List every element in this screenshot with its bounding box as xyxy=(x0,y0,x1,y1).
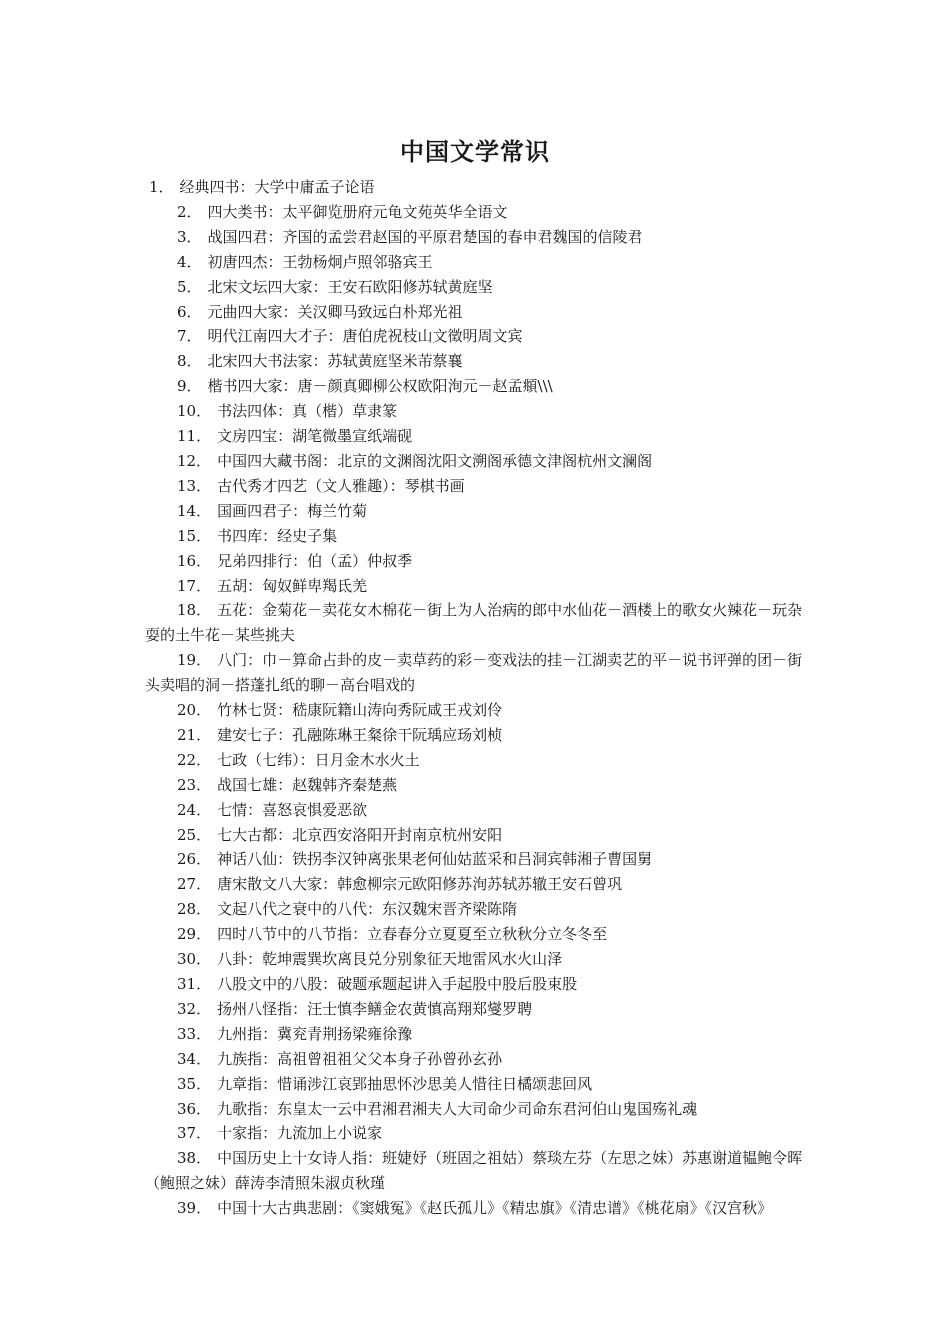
item-number: 3． xyxy=(177,227,202,246)
item-text: 国画四君子：梅兰竹菊 xyxy=(217,501,368,520)
item-text: 七情：喜怒哀惧爱恶欲 xyxy=(217,800,368,819)
item-text: 五胡：匈奴鲜卑羯氐羌 xyxy=(217,576,368,595)
item-number: 26． xyxy=(177,850,212,869)
item-number: 28． xyxy=(177,900,212,919)
item-text: 竹林七贤：嵇康阮籍山涛向秀阮咸王戎刘伶 xyxy=(217,701,503,720)
item-text: 中国四大藏书阁：北京的文渊阁沈阳文溯阁承德文津阁杭州文澜阁 xyxy=(217,451,653,470)
item-text: 八门：巾－算命占卦的皮－卖草药的彩－变戏法的挂－江湖卖艺的平－说书评弹的团－街头卖唱的洞－搭蓬扎纸的聊－高台唱戏的 xyxy=(145,651,803,695)
item-number: 36． xyxy=(177,1099,212,1118)
item-number: 33． xyxy=(177,1024,212,1043)
item-number: 19． xyxy=(177,651,212,670)
list-item xyxy=(145,225,810,250)
item-text: 七大古都：北京西安洛阳开封南京杭州安阳 xyxy=(217,825,503,844)
list-item xyxy=(145,250,810,275)
page-title: 中国文学常识 xyxy=(400,137,550,166)
list-item xyxy=(145,524,810,549)
list-item xyxy=(145,449,810,474)
item-number: 2． xyxy=(177,202,202,221)
list-item xyxy=(145,549,810,574)
item-number: 38． xyxy=(177,1149,212,1168)
item-text: 古代秀才四艺（文人雅趣）：琴棋书画 xyxy=(217,476,465,495)
item-number: 17． xyxy=(177,576,212,595)
item-text: 经典四书：大学中庸孟子论语 xyxy=(179,178,375,196)
item-number: 20． xyxy=(177,701,212,720)
item-text: 兄弟四排行：伯（孟）仲叔季 xyxy=(217,551,413,570)
item-number: 10． xyxy=(177,402,212,421)
list-item xyxy=(145,349,810,374)
list-item xyxy=(145,374,810,399)
item-number: 8． xyxy=(177,352,202,371)
item-number: 27． xyxy=(177,875,212,894)
item-text: 唐宋散文八大家：韩愈柳宗元欧阳修苏洵苏轼苏辙王安石曾巩 xyxy=(217,875,623,894)
list-item xyxy=(145,723,810,748)
item-text: 八股文中的八股：破题承题起讲入手起股中股后股束股 xyxy=(217,975,578,993)
list-item xyxy=(145,897,810,922)
item-text: 书四库：经史子集 xyxy=(217,526,338,545)
list-item xyxy=(145,324,810,349)
item-number: 25． xyxy=(177,825,212,844)
item-number: 9． xyxy=(177,377,202,396)
item-text: 十家指：九流加上小说家 xyxy=(217,1124,383,1143)
item-number: 24． xyxy=(177,800,212,819)
item-text: 神话八仙：铁拐李汉钟离张果老何仙姑蓝采和吕洞宾韩湘子曹国舅 xyxy=(217,850,653,869)
list-item xyxy=(145,1022,810,1047)
list-item xyxy=(145,972,810,997)
list-item xyxy=(145,300,810,325)
list-item xyxy=(145,399,810,424)
item-number: 1． xyxy=(149,178,174,196)
item-text: 九州指：冀兖青荆扬梁雍徐豫 xyxy=(217,1024,413,1043)
item-text: 八卦：乾坤震巽坎离艮兑分别象征天地雷风水火山泽 xyxy=(217,950,563,969)
list-item xyxy=(145,847,810,872)
item-text: 初唐四杰：王勃杨炯卢照邻骆宾王 xyxy=(207,252,433,271)
item-number: 7． xyxy=(177,327,202,346)
item-text: 文房四宝：湖笔微墨宣纸端砚 xyxy=(217,427,413,446)
list-item xyxy=(145,648,810,698)
document-body xyxy=(145,175,810,1221)
item-number: 32． xyxy=(177,999,212,1018)
item-text: 九族指：高祖曾祖祖父父本身子孙曾孙玄孙 xyxy=(217,1049,503,1068)
item-text: 七政（七纬）：日月金木水火土 xyxy=(217,750,420,769)
item-text: 战国七雄：赵魏韩齐秦楚燕 xyxy=(217,775,398,794)
item-text: 文起八代之衰中的八代：东汉魏宋晋齐梁陈隋 xyxy=(217,900,518,919)
item-text: 中国历史上十女诗人指：班婕妤（班固之祖姑）蔡琰左芬（左思之妹）苏惠谢道韫鲍令晖（鲍照之妹）薛涛李清照朱淑贞秋瑾 xyxy=(145,1149,803,1193)
item-text: 九章指：惜诵涉江哀郢抽思怀沙思美人惜往日橘颂悲回风 xyxy=(217,1074,593,1093)
item-number: 6． xyxy=(177,302,202,321)
item-text: 中国十大古典悲剧：《窦娥冤》《赵氏孤儿》《精忠旗》《清忠谱》《桃花扇》《汉宫秋》 xyxy=(217,1199,773,1218)
list-item xyxy=(145,574,810,599)
list-item xyxy=(145,175,810,200)
item-number: 31． xyxy=(177,975,212,993)
item-number: 35． xyxy=(177,1074,212,1093)
list-item xyxy=(145,499,810,524)
item-text: 书法四体：真（楷）草隶篆 xyxy=(217,402,398,421)
item-number: 30． xyxy=(177,950,212,969)
item-number: 23． xyxy=(177,775,212,794)
item-text: 战国四君：齐国的孟尝君赵国的平原君楚国的春申君魏国的信陵君 xyxy=(207,227,643,246)
list-item xyxy=(145,1121,810,1146)
item-number: 14． xyxy=(177,501,212,520)
list-item xyxy=(145,1047,810,1072)
list-item xyxy=(145,598,810,648)
list-item xyxy=(145,200,810,225)
list-item xyxy=(145,1097,810,1122)
item-number: 12． xyxy=(177,451,212,470)
item-text: 四时八节中的八节指：立春春分立夏夏至立秋秋分立冬冬至 xyxy=(217,925,608,944)
item-number: 29． xyxy=(177,925,212,944)
item-number: 13． xyxy=(177,476,212,495)
list-item xyxy=(145,1196,810,1221)
item-number: 15． xyxy=(177,526,212,545)
item-number: 18． xyxy=(177,601,212,620)
list-item xyxy=(145,748,810,773)
item-text: 四大类书：太平御览册府元龟文苑英华全语文 xyxy=(207,202,508,221)
list-item xyxy=(145,698,810,723)
item-number: 16． xyxy=(177,551,212,570)
item-text: 元曲四大家：关汉卿马致远白朴郑光祖 xyxy=(207,302,463,321)
list-item xyxy=(145,1072,810,1097)
item-number: 37． xyxy=(177,1124,212,1143)
list-item xyxy=(145,872,810,897)
list-item xyxy=(145,997,810,1022)
item-number: 21． xyxy=(177,725,212,744)
item-text: 北宋四大书法家：苏轼黄庭坚米芾蔡襄 xyxy=(207,352,463,371)
item-number: 4． xyxy=(177,252,202,271)
item-number: 34． xyxy=(177,1049,212,1068)
item-text: 北宋文坛四大家：王安石欧阳修苏轼黄庭坚 xyxy=(207,277,493,296)
item-text: 明代江南四大才子：唐伯虎祝枝山文徵明周文宾 xyxy=(207,327,523,346)
item-number: 39． xyxy=(177,1199,212,1218)
item-text: 建安七子：孔融陈琳王粲徐干阮瑀应玚刘桢 xyxy=(217,725,503,744)
item-number: 22． xyxy=(177,750,212,769)
item-text: 楷书四大家：唐－颜真卿柳公权欧阳洵元－赵孟頫\\\ xyxy=(207,377,553,396)
item-text: 九歌指：东皇太一云中君湘君湘夫人大司命少司命东君河伯山鬼国殇礼魂 xyxy=(217,1099,698,1118)
item-number: 11． xyxy=(177,427,212,446)
list-item xyxy=(145,947,810,972)
list-item xyxy=(145,275,810,300)
list-item xyxy=(145,424,810,449)
item-text: 扬州八怪指：汪士慎李鳝金农黄慎高翔郑燮罗聘 xyxy=(217,999,533,1018)
list-item xyxy=(145,823,810,848)
list-item xyxy=(145,1146,810,1196)
item-number: 5． xyxy=(177,277,202,296)
list-item xyxy=(145,922,810,947)
list-item xyxy=(145,474,810,499)
list-item xyxy=(145,773,810,798)
list-item xyxy=(145,798,810,823)
item-text: 五花：金菊花－卖花女木棉花－街上为人治病的郎中水仙花－酒楼上的歌女火辣花－玩杂耍的土牛花－某些挑夫 xyxy=(145,601,803,645)
